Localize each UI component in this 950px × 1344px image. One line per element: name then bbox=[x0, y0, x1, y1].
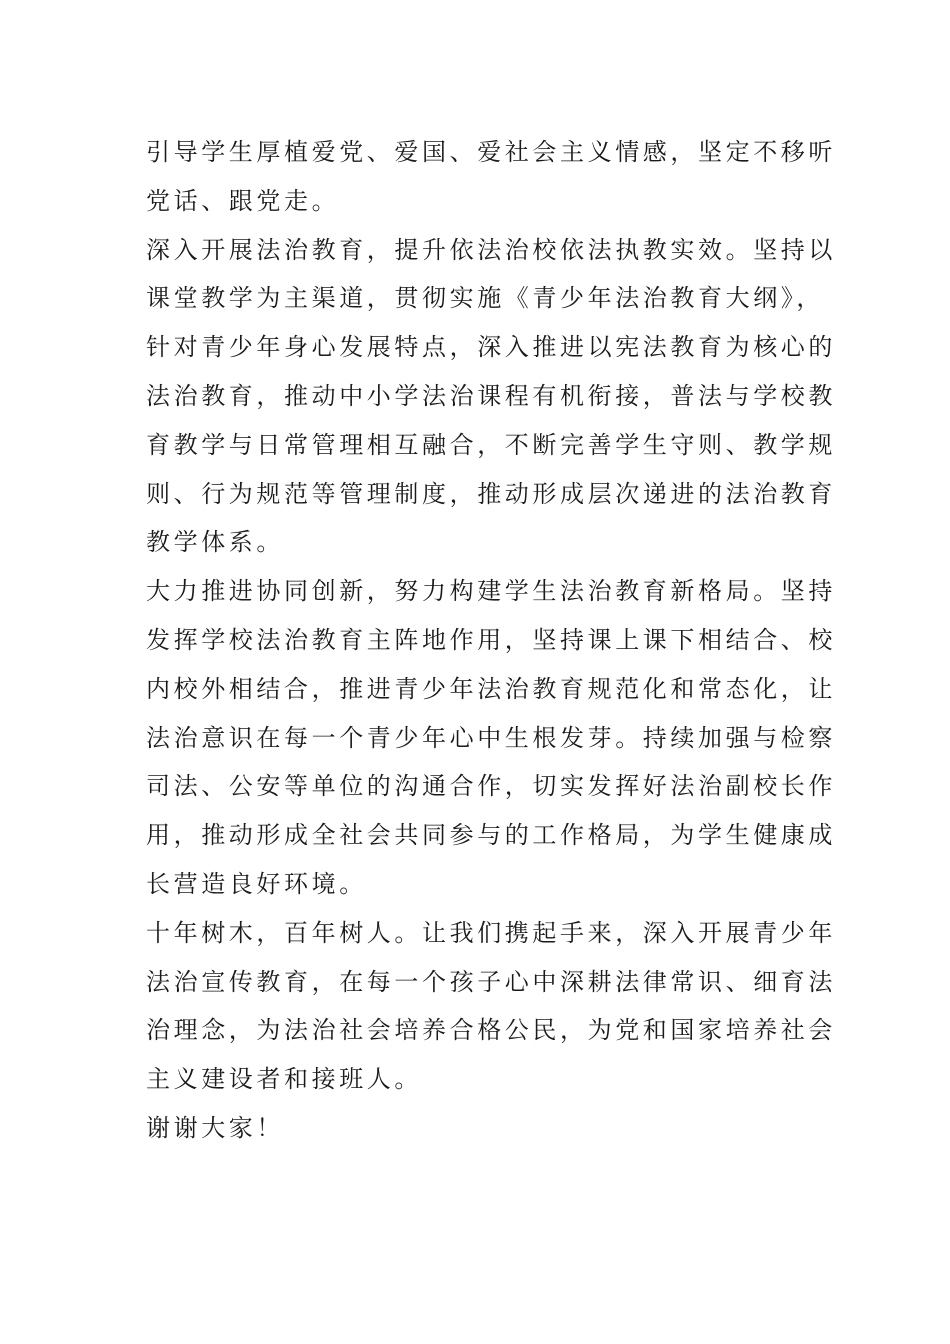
text-line: 法治教育，推动中小学法治课程有机衔接，普法与学校教 bbox=[146, 381, 836, 410]
text-line: 党话、跟党走。 bbox=[146, 186, 340, 215]
text-line: 课堂教学为主渠道，贯彻实施《青少年法治教育大纲》， bbox=[146, 284, 824, 313]
text-line: 谢谢大家！ bbox=[146, 1113, 284, 1142]
text-line: 大力推进协同创新，努力构建学生法治教育新格局。坚持 bbox=[146, 577, 836, 606]
text-line: 引导学生厚植爱党、爱国、爱社会主义情感，坚定不移听 bbox=[146, 138, 836, 166]
text-line: 长营造良好环境。 bbox=[146, 869, 367, 898]
text-line: 十年树木，百年树人。让我们携起手来，深入开展青少年 bbox=[146, 918, 836, 947]
text-line: 深入开展法治教育，提升依法治校依法执教实效。坚持以 bbox=[146, 235, 836, 264]
text-line: 发挥学校法治教育主阵地作用，坚持课上课下相结合、校 bbox=[146, 625, 836, 654]
text-line: 治理念，为法治社会培养合格公民，为党和国家培养社会 bbox=[146, 1016, 836, 1045]
text-line: 内校外相结合，推进青少年法治教育规范化和常态化，让 bbox=[146, 674, 836, 703]
text-line: 针对青少年身心发展特点，深入推进以宪法教育为核心的 bbox=[146, 333, 836, 362]
text-line: 主义建设者和接班人。 bbox=[146, 1065, 422, 1094]
text-line: 育教学与日常管理相互融合，不断完善学生守则、教学规 bbox=[146, 430, 836, 459]
text-line: 教学体系。 bbox=[146, 528, 284, 557]
text-line: 法治意识在每一个青少年心中生根发芽。持续加强与检察 bbox=[146, 723, 836, 752]
text-line: 法治宣传教育，在每一个孩子心中深耕法律常识、细育法 bbox=[146, 967, 836, 996]
text-line: 则、行为规范等管理制度，推动形成层次递进的法治教育 bbox=[146, 479, 836, 508]
text-line: 司法、公安等单位的沟通合作，切实发挥好法治副校长作 bbox=[146, 772, 836, 801]
text-line: 用，推动形成全社会共同参与的工作格局，为学生健康成 bbox=[146, 821, 836, 850]
document-body bbox=[146, 128, 836, 1153]
